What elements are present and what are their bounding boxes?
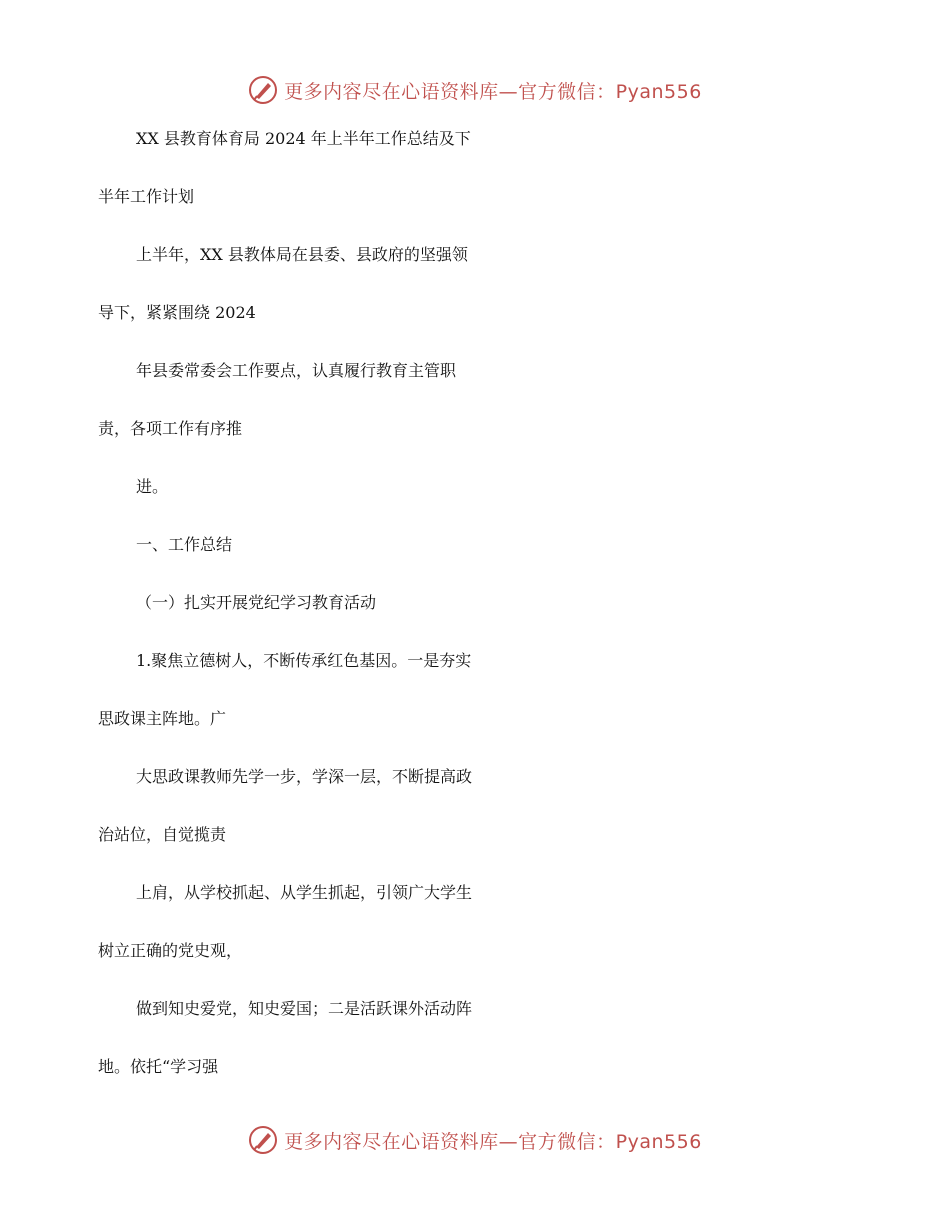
text-line: 做到知史爱党，知史爱国；二是活跃课外活动阵	[136, 999, 473, 1018]
text-line: 思政课主阵地。广	[98, 709, 227, 728]
text-line: 半年工作计划	[98, 187, 195, 206]
text-line: 进。	[136, 477, 169, 496]
text-line: 年县委常委会工作要点，认真履行教育主管职	[136, 361, 457, 380]
text-line: 树立正确的党史观，	[98, 941, 243, 960]
header-watermark-text: 更多内容尽在心语资料库—官方微信：Pyan556	[284, 80, 702, 103]
text-line: 治站位，自觉揽责	[98, 825, 227, 844]
footer-watermark-banner	[0, 1120, 950, 1160]
text-line: XX 县教育体育局 2024 年上半年工作总结及下	[136, 129, 471, 148]
header-watermark-banner	[0, 70, 950, 110]
text-line: 责，各项工作有序推	[98, 419, 243, 438]
quill-pen-logo-icon	[248, 75, 278, 105]
document-body	[98, 126, 858, 1112]
text-line: 上肩，从学校抓起、从学生抓起，引领广大学生	[136, 883, 473, 902]
subsection-heading: （一）扎实开展党纪学习教育活动	[136, 593, 377, 612]
text-line: 上半年，XX 县教体局在县委、县政府的坚强领	[136, 245, 468, 264]
section-heading: 一、工作总结	[136, 535, 233, 554]
text-line: 1.聚焦立德树人，不断传承红色基因。一是夯实	[136, 651, 472, 670]
quill-pen-logo-icon	[248, 1125, 278, 1155]
text-line: 地。依托“学习强	[98, 1057, 219, 1076]
text-line: 导下，紧紧围绕 2024	[98, 303, 256, 322]
text-line: 大思政课教师先学一步，学深一层，不断提高政	[136, 767, 473, 786]
footer-watermark-text: 更多内容尽在心语资料库—官方微信：Pyan556	[284, 1130, 702, 1153]
